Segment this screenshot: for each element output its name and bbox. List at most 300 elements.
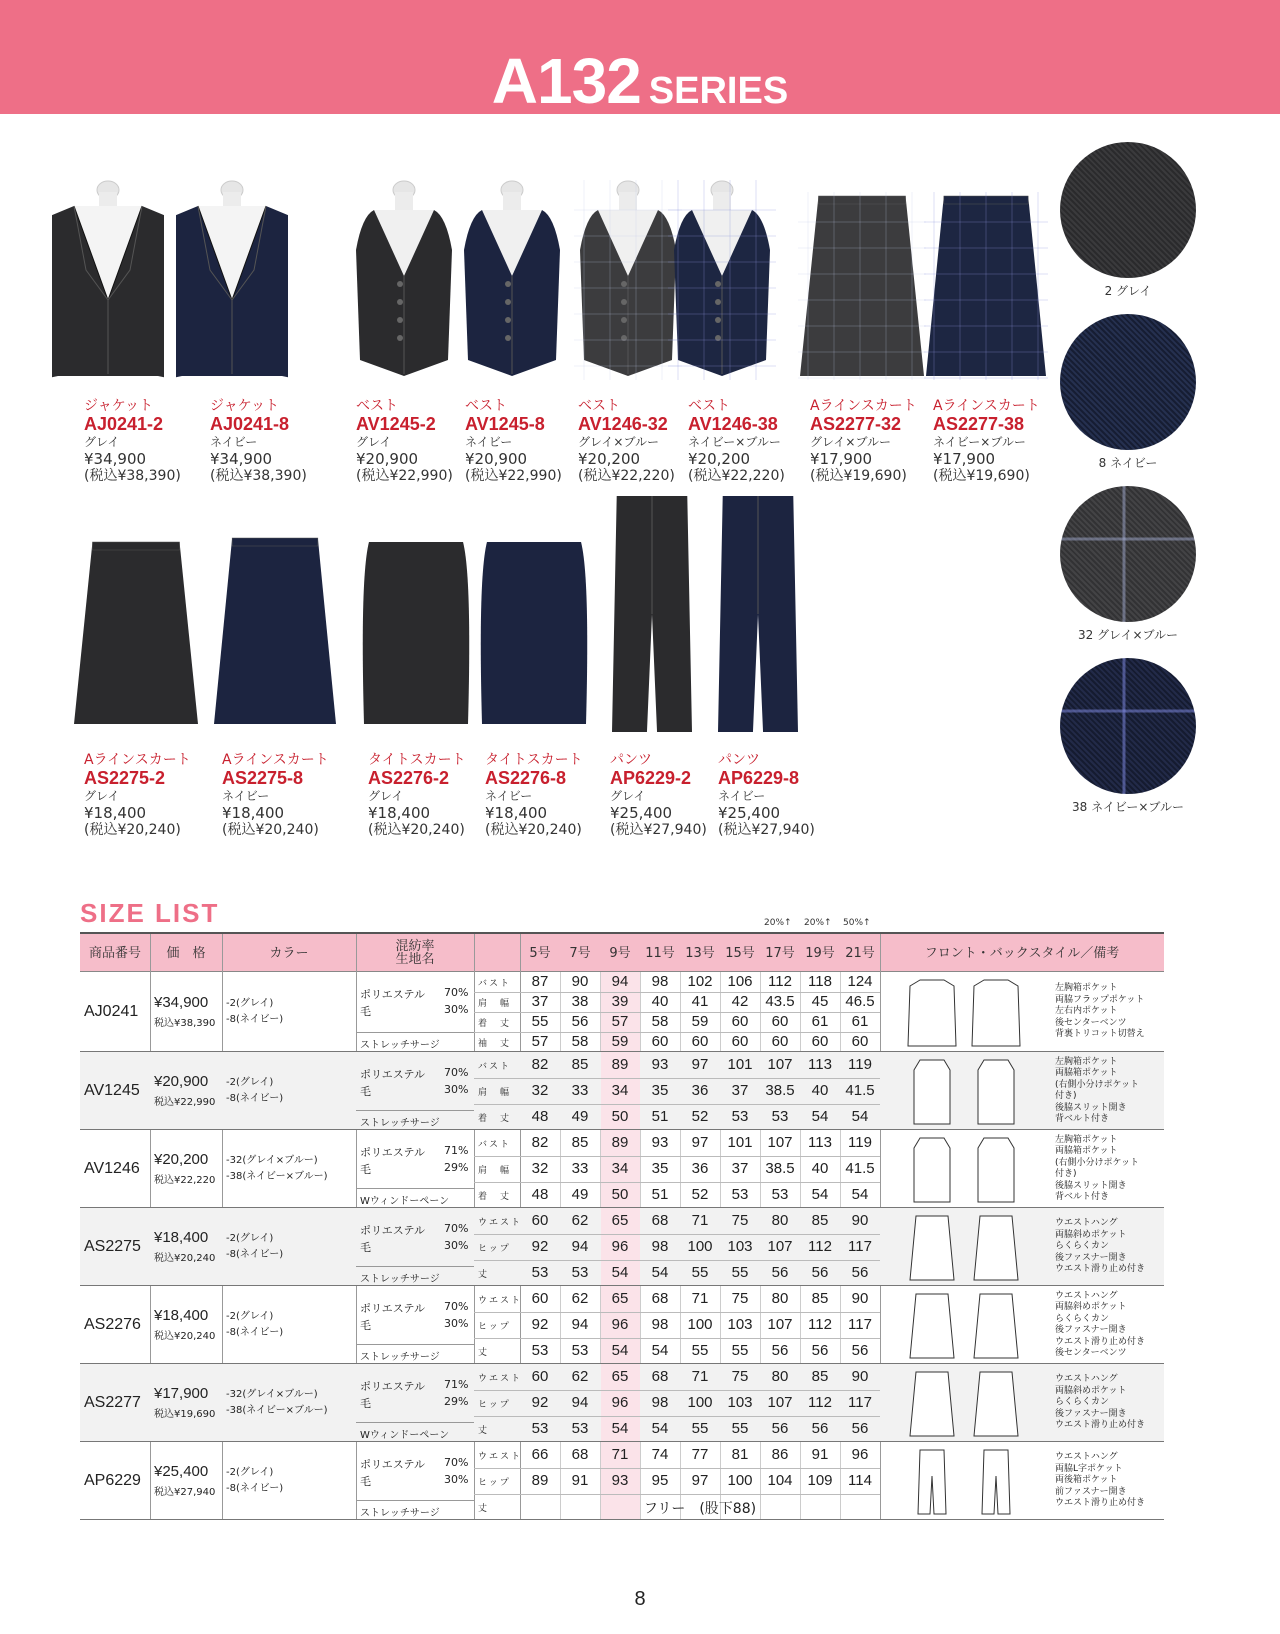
note-line: 後ファスナー開き	[1055, 1408, 1127, 1419]
measure-value: 106	[727, 973, 753, 990]
product-caption	[84, 398, 181, 485]
note-line: ウエストハング	[1055, 1452, 1118, 1463]
measure-value: 33	[571, 1082, 589, 1099]
fabric-swatch	[1060, 314, 1196, 450]
product-color: -38(ネイビー×ブルー)	[226, 1171, 328, 1182]
product-color: -8(ネイビー)	[226, 1014, 284, 1025]
product-category: ベスト	[688, 398, 730, 414]
header-price: 価 格	[166, 945, 206, 961]
measure-value: 41.5	[845, 1082, 875, 1099]
product-photo	[574, 180, 682, 380]
measure-value: 56	[851, 1420, 869, 1437]
measure-value: 90	[851, 1368, 869, 1385]
product-photo	[350, 180, 458, 380]
product-photo	[360, 538, 472, 728]
fabric-percent: 70%	[444, 1222, 469, 1235]
measure-value: 100	[687, 1238, 713, 1255]
fabric-name: ストレッチサージ	[360, 1274, 440, 1285]
measure-value: 100	[687, 1316, 713, 1333]
measure-value: 53	[571, 1342, 589, 1359]
note-line: 両脇L字ポケット	[1055, 1463, 1123, 1474]
product-code: AS2277-32	[810, 414, 902, 434]
measure-value: 60	[771, 1013, 789, 1030]
measure-value: 107	[767, 1238, 793, 1255]
measure-value: 100	[727, 1472, 753, 1489]
measure-value: 90	[851, 1290, 869, 1307]
header-style: フロント・バックスタイル／備考	[924, 945, 1120, 961]
measure-value: 117	[848, 1316, 872, 1333]
header-size: 19号	[805, 945, 835, 961]
product-code: AP6229	[84, 1472, 141, 1489]
vest-illustration	[350, 180, 458, 380]
fabric-percent: 71%	[444, 1144, 469, 1157]
measure-value: 48	[531, 1186, 549, 1203]
header-size: 7号	[569, 945, 591, 961]
note-line: 背裏トリコット切替え	[1055, 1029, 1145, 1040]
note-line: 背ベルト付き	[1055, 1114, 1110, 1124]
measure-value: 32	[531, 1082, 549, 1099]
product-code: AJ0241	[84, 1003, 139, 1020]
product-price: ¥20,200	[578, 450, 641, 468]
product-caption	[933, 398, 1040, 485]
style-notes	[1055, 1291, 1145, 1360]
product-price: ¥17,900	[810, 450, 873, 468]
note-line: らくらくカン	[1055, 1241, 1110, 1252]
product-category: Aラインスカート	[84, 752, 191, 768]
fabric-material: 毛	[360, 1085, 371, 1098]
measure-value: 96	[611, 1238, 629, 1255]
product-color: グレイ	[368, 789, 404, 803]
product-category: タイトスカート	[485, 752, 583, 768]
measure-value: 97	[691, 1056, 709, 1073]
measure-value: 89	[531, 1472, 549, 1489]
measure-divider	[474, 1156, 880, 1157]
measure-value: 112	[808, 1394, 832, 1411]
product-color: -8(ネイビー)	[226, 1327, 284, 1338]
measure-label: 着 丈	[478, 1192, 512, 1202]
fabric-name: ストレッチサージ	[360, 1040, 440, 1051]
product-caption	[84, 752, 191, 839]
pants-illustration	[716, 494, 800, 736]
measure-value: 112	[768, 973, 792, 990]
header-size: 15号	[725, 945, 755, 961]
measure-value: 41	[691, 993, 709, 1010]
note-line: 両脇箱ポケット	[1055, 1146, 1118, 1156]
fabric-swatch	[1060, 486, 1196, 622]
measure-value: 94	[611, 973, 629, 990]
measure-value: 50	[611, 1108, 629, 1125]
measure-value: 94	[571, 1394, 589, 1411]
measure-free: フリー (股下88)	[643, 1501, 757, 1517]
measure-label: 着 丈	[478, 1019, 512, 1029]
measure-value: 61	[811, 1013, 829, 1030]
product-price: ¥34,900	[210, 450, 273, 468]
measure-value: 59	[691, 1013, 709, 1030]
fabric-divider	[356, 1110, 474, 1111]
measure-label: 丈	[478, 1426, 490, 1436]
measure-label: ウエスト	[478, 1296, 523, 1306]
measure-value: 101	[727, 1134, 753, 1151]
product-color: グレイ	[84, 789, 120, 803]
product-price: ¥18,400	[154, 1307, 209, 1324]
measure-divider	[474, 1338, 880, 1339]
product-code: AS2275-2	[84, 768, 166, 788]
fabric-name: ストレッチサージ	[360, 1118, 440, 1129]
series-title	[0, 44, 1280, 118]
measure-value: 41.5	[845, 1160, 875, 1177]
measure-value: 85	[811, 1368, 829, 1385]
product-tax-price: 税込¥38,390	[154, 1018, 216, 1029]
product-code: AJ0241-2	[84, 414, 164, 434]
table-row	[80, 972, 1164, 1052]
measure-label: ウエスト	[478, 1374, 523, 1384]
measure-value: 60	[731, 1013, 749, 1030]
product-caption	[578, 398, 675, 485]
measure-value: 54	[811, 1108, 829, 1125]
header-color: カラー	[269, 945, 309, 961]
product-color: ネイビー	[718, 789, 766, 803]
measure-divider	[474, 1182, 880, 1183]
product-caption	[368, 752, 466, 839]
measure-value: 60	[531, 1368, 549, 1385]
note-line: 両脇斜めポケット	[1055, 1302, 1127, 1312]
measure-value: 52	[691, 1108, 709, 1125]
fabric-material: 毛	[360, 1005, 371, 1018]
product-color: -8(ネイビー)	[226, 1483, 284, 1494]
measure-value: 38.5	[765, 1082, 795, 1099]
fabric-swatch	[1060, 142, 1196, 278]
product-color: -32(グレイ×ブルー)	[226, 1389, 318, 1400]
product-color: ネイビー×ブルー	[933, 435, 1026, 449]
fabric-material: ポリエステル	[360, 1458, 426, 1471]
measure-value: 124	[847, 973, 873, 990]
measure-value: 49	[571, 1108, 589, 1125]
product-code: AV1246	[84, 1160, 140, 1177]
product-tax-price: (税込¥19,690)	[933, 468, 1030, 484]
product-caption	[718, 752, 815, 839]
measure-value: 80	[771, 1368, 789, 1385]
fabric-percent: 30%	[444, 1083, 469, 1096]
fabric-divider	[356, 1344, 474, 1345]
measure-value: 35	[651, 1082, 669, 1099]
style-drawing	[890, 1056, 1040, 1126]
measure-value: 60	[651, 1033, 669, 1050]
product-color: -2(グレイ)	[226, 998, 274, 1009]
measure-value: 53	[571, 1264, 589, 1281]
product-color: ネイビー	[485, 789, 533, 803]
fabric-material: ポリエステル	[360, 1380, 426, 1393]
product-price: ¥18,400	[368, 804, 431, 822]
product-tax-price: 税込¥27,940	[154, 1487, 216, 1498]
measure-divider	[474, 1416, 880, 1417]
jacket-illustration	[52, 180, 164, 380]
measure-value: 75	[731, 1212, 749, 1229]
swatch-label: 32 グレイ×ブルー	[1077, 628, 1179, 642]
product-price: ¥20,900	[356, 450, 419, 468]
measure-value: 114	[848, 1472, 872, 1489]
product-tax-price: (税込¥20,240)	[485, 822, 582, 838]
measure-value: 49	[571, 1186, 589, 1203]
header-size: 5号	[529, 945, 551, 961]
measure-value: 40	[651, 993, 669, 1010]
fabric-percent: 30%	[444, 1473, 469, 1486]
product-code: AV1245-2	[356, 414, 436, 434]
measure-value: 93	[651, 1134, 669, 1151]
measure-value: 86	[771, 1446, 789, 1463]
measure-value: 101	[727, 1056, 753, 1073]
product-caption	[810, 398, 917, 485]
product-code: AS2277	[84, 1394, 141, 1411]
product-category: Aラインスカート	[222, 752, 329, 768]
product-color: -32(グレイ×ブルー)	[226, 1155, 318, 1166]
measure-value: 77	[691, 1446, 709, 1463]
header-size: 13号	[685, 945, 715, 961]
measure-value: 104	[767, 1472, 793, 1489]
header-size: 11号	[645, 945, 675, 961]
measure-value: 65	[611, 1368, 629, 1385]
measure-label: ヒップ	[478, 1244, 511, 1254]
measure-value: 93	[651, 1056, 669, 1073]
measure-value: 55	[731, 1264, 749, 1281]
measure-value: 85	[811, 1212, 829, 1229]
measure-value: 71	[691, 1290, 709, 1307]
fabric-percent: 70%	[444, 1300, 469, 1313]
style-drawing	[890, 1134, 1040, 1204]
measure-value: 56	[571, 1013, 589, 1030]
measure-value: 34	[611, 1160, 629, 1177]
product-photo	[924, 192, 1048, 380]
measure-value: 54	[651, 1264, 669, 1281]
measure-value: 66	[531, 1446, 549, 1463]
note-line: 左胸箱ポケット	[1055, 983, 1118, 994]
measure-value: 92	[531, 1394, 549, 1411]
measure-value: 52	[691, 1186, 709, 1203]
table-row	[80, 1130, 1164, 1208]
front-back-icon	[890, 1134, 1040, 1204]
measure-value: 98	[651, 1316, 669, 1333]
measure-value: 107	[767, 1394, 793, 1411]
product-category: Aラインスカート	[933, 398, 1040, 414]
measure-value: 85	[571, 1134, 589, 1151]
size-list-title: SIZE LIST	[80, 898, 220, 928]
measure-label: ウエスト	[478, 1452, 523, 1462]
note-line: ウエストハング	[1055, 1218, 1118, 1229]
measure-value: 109	[807, 1472, 833, 1489]
header-size: 21号	[845, 945, 875, 961]
measure-value: 53	[531, 1264, 549, 1281]
table-row	[80, 1442, 1164, 1520]
measure-value: 56	[811, 1342, 829, 1359]
note-line: 左胸箱ポケット	[1055, 1056, 1118, 1067]
measure-value: 97	[691, 1472, 709, 1489]
measure-value: 82	[531, 1134, 549, 1151]
product-color: グレイ	[84, 435, 120, 449]
measure-value: 98	[651, 973, 669, 990]
product-price: ¥17,900	[933, 450, 996, 468]
product-caption	[688, 398, 785, 485]
product-tax-price: (税込¥20,240)	[84, 822, 181, 838]
note-line: らくらくカン	[1055, 1313, 1110, 1324]
measure-value: 80	[771, 1212, 789, 1229]
header-size: 9号	[609, 945, 631, 961]
style-drawing	[890, 1446, 1040, 1516]
product-code: AV1245	[84, 1082, 140, 1099]
measure-value: 61	[851, 1013, 869, 1030]
measure-value: 56	[811, 1420, 829, 1437]
style-drawing	[890, 976, 1040, 1048]
product-color: -2(グレイ)	[226, 1077, 274, 1088]
product-color: -2(グレイ)	[226, 1467, 274, 1478]
note-line: 背ベルト付き	[1055, 1192, 1110, 1202]
front-back-icon	[890, 976, 1040, 1048]
measure-value: 68	[651, 1368, 669, 1385]
note-line: ウエスト滑り止め付き	[1055, 1420, 1146, 1431]
measure-value: 71	[691, 1212, 709, 1229]
product-color: ネイビー×ブルー	[688, 435, 781, 449]
fabric-material: 毛	[360, 1397, 371, 1410]
product-tax-price: (税込¥22,220)	[688, 468, 785, 484]
measure-divider	[474, 1468, 880, 1469]
product-price: ¥20,900	[154, 1073, 209, 1090]
product-category: ベスト	[356, 398, 398, 414]
measure-value: 60	[531, 1290, 549, 1307]
measure-value: 60	[691, 1033, 709, 1050]
measure-value: 112	[808, 1238, 832, 1255]
jacket-illustration	[176, 180, 288, 380]
measure-value: 113	[808, 1134, 832, 1151]
fabric-material: 毛	[360, 1163, 371, 1176]
header-fabric-name: 生地名	[395, 952, 435, 967]
measure-value: 90	[851, 1212, 869, 1229]
product-photo	[176, 180, 288, 380]
measure-value: 46.5	[845, 993, 875, 1010]
measure-value: 119	[848, 1056, 872, 1073]
measure-value: 53	[731, 1108, 749, 1125]
product-tax-price: 税込¥19,690	[154, 1409, 216, 1420]
measure-divider	[474, 1104, 880, 1105]
note-line: (右側小分けポケット	[1055, 1157, 1140, 1168]
measure-value: 53	[771, 1186, 789, 1203]
note-line: (右側小分けポケット	[1055, 1079, 1140, 1090]
swatch-label: 2 グレイ	[1104, 284, 1152, 298]
fabric-name: ストレッチサージ	[360, 1508, 440, 1519]
note-line: らくらくカン	[1055, 1397, 1110, 1408]
vest-illustration	[574, 180, 682, 380]
percent-mark: 20%↑	[804, 918, 832, 928]
measure-value: 60	[851, 1033, 869, 1050]
note-line: 両脇斜めポケット	[1055, 1229, 1127, 1240]
header-code: 商品番号	[88, 945, 141, 961]
tight-illustration	[478, 538, 590, 728]
measure-value: 36	[691, 1082, 709, 1099]
measure-value: 117	[848, 1394, 872, 1411]
fabric-percent: 30%	[444, 1317, 469, 1330]
measure-value: 53	[771, 1108, 789, 1125]
measure-label: 肩 幅	[478, 1088, 512, 1098]
product-color: グレイ×ブルー	[810, 435, 891, 449]
style-notes	[1055, 1218, 1145, 1276]
measure-value: 32	[531, 1160, 549, 1177]
measure-value: 56	[771, 1264, 789, 1281]
product-price: ¥20,200	[688, 450, 751, 468]
product-tax-price: (税込¥22,990)	[465, 468, 562, 484]
product-tax-price: 税込¥20,240	[154, 1253, 216, 1264]
measure-value: 55	[691, 1420, 709, 1437]
measure-label: バスト	[478, 979, 512, 989]
vest-illustration	[458, 180, 566, 380]
measure-value: 113	[808, 1056, 832, 1073]
measure-value: 45	[811, 993, 829, 1010]
measure-value: 103	[727, 1238, 753, 1255]
fabric-divider	[356, 1188, 474, 1189]
product-photo	[668, 180, 776, 380]
product-tax-price: (税込¥20,240)	[368, 822, 465, 838]
product-color: ネイビー	[465, 435, 513, 449]
product-category: タイトスカート	[368, 752, 466, 768]
product-photo	[610, 494, 694, 736]
measure-value: 54	[651, 1420, 669, 1437]
product-code: AS2277-38	[933, 414, 1025, 434]
measure-label: ヒップ	[478, 1478, 511, 1488]
measure-label: 丈	[478, 1348, 490, 1358]
product-price: ¥18,400	[154, 1229, 209, 1246]
product-code: AS2276	[84, 1316, 141, 1333]
note-line: 前ファスナー開き	[1055, 1486, 1127, 1497]
measure-value: 53	[531, 1342, 549, 1359]
product-caption	[610, 752, 707, 839]
measure-label: バスト	[478, 1140, 512, 1150]
product-photo	[478, 538, 590, 728]
product-category: ベスト	[465, 398, 507, 414]
measure-value: 50	[611, 1186, 629, 1203]
product-tax-price: (税込¥38,390)	[210, 468, 307, 484]
measure-value: 90	[571, 973, 589, 990]
measure-value: 51	[651, 1186, 669, 1203]
fabric-material: ポリエステル	[360, 1068, 426, 1081]
product-color: ネイビー	[222, 789, 270, 803]
fabric-percent: 71%	[444, 1378, 469, 1391]
measure-value: 54	[811, 1186, 829, 1203]
measure-value: 68	[651, 1290, 669, 1307]
fabric-divider	[356, 1266, 474, 1267]
measure-label: 丈	[478, 1270, 490, 1280]
fabric-material: 毛	[360, 1319, 371, 1332]
fabric-percent: 70%	[444, 1456, 469, 1469]
product-price: ¥20,200	[154, 1151, 209, 1168]
product-price: ¥34,900	[154, 994, 209, 1011]
measure-value: 53	[731, 1186, 749, 1203]
measure-value: 58	[651, 1013, 669, 1030]
product-price: ¥18,400	[84, 804, 147, 822]
measure-label: バスト	[478, 1062, 512, 1072]
measure-value: 103	[727, 1394, 753, 1411]
measure-value: 55	[731, 1420, 749, 1437]
measure-value: 37	[731, 1082, 749, 1099]
measure-value: 56	[771, 1420, 789, 1437]
product-price: ¥18,400	[485, 804, 548, 822]
product-code: AP6229-2	[610, 768, 692, 788]
skirt-illustration	[212, 534, 338, 728]
measure-value: 85	[811, 1290, 829, 1307]
measure-divider	[474, 1260, 880, 1261]
measure-value: 75	[731, 1290, 749, 1307]
product-tax-price: (税込¥22,990)	[356, 468, 453, 484]
product-caption	[465, 398, 562, 485]
product-photo	[458, 180, 566, 380]
table-row	[80, 1052, 1164, 1130]
measure-value: 55	[731, 1342, 749, 1359]
measure-value: 119	[848, 1134, 872, 1151]
